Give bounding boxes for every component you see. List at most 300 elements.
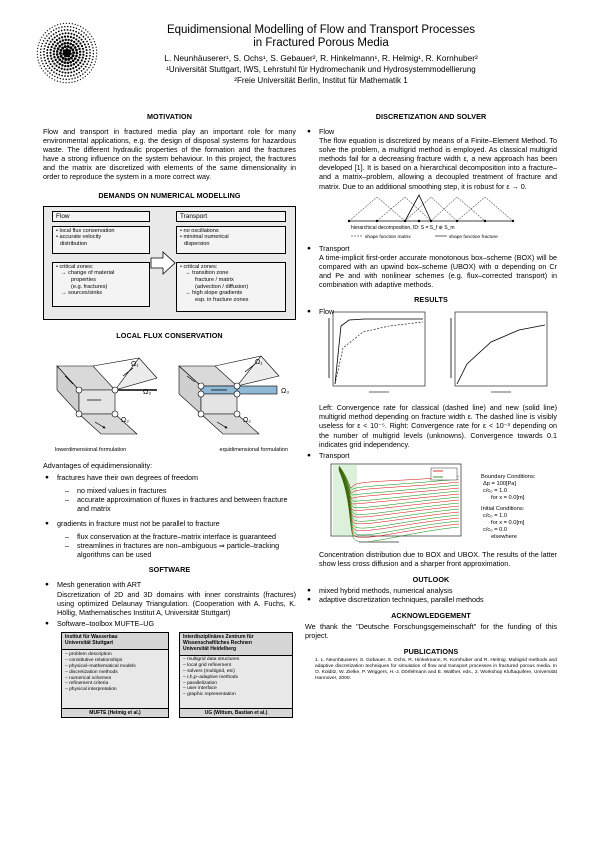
- advantage-2-sublist: [65, 532, 296, 559]
- ug-items: [180, 656, 292, 699]
- logo-dot: [78, 32, 80, 34]
- logo-dot: [96, 50, 97, 51]
- flow-req-2: • accurate velocity: [56, 234, 102, 241]
- acknowledgement-text: We thank the "Deutsche Forschungsgemeinschaft" for the funding of this project.: [305, 622, 557, 641]
- logo-dot: [44, 45, 46, 47]
- discretization-flow-title: ● Flow: [319, 127, 335, 136]
- discretization-transport-list: [305, 244, 557, 289]
- logo-dot: [55, 45, 57, 47]
- mufte-item-4: – discretization methods: [65, 669, 118, 675]
- logo-center-dot: [65, 51, 69, 55]
- logo-dot: [76, 73, 78, 75]
- logo-dot: [52, 43, 54, 45]
- logo-dot: [75, 55, 78, 58]
- logo-dot: [62, 71, 64, 73]
- mufte-box-header: [62, 633, 168, 650]
- logo-dot: [57, 77, 58, 78]
- flow-requirements: [52, 226, 150, 254]
- logo-dot: [83, 32, 84, 33]
- logo-dot: [73, 63, 75, 65]
- logo-dot: [56, 61, 58, 63]
- advantage-1-sublist: [65, 486, 296, 513]
- logo-dot: [89, 52, 91, 54]
- logo-dot: [49, 76, 50, 77]
- logo-dot: [38, 45, 39, 46]
- matrix-shape-function: [431, 197, 485, 221]
- logo-dot: [52, 74, 53, 75]
- logo-dot: [55, 65, 57, 67]
- logo-dot: [96, 47, 97, 48]
- logo-dot: [87, 36, 88, 37]
- logo-dot: [55, 32, 57, 34]
- mufte-ug-diagram: [61, 632, 293, 718]
- results-flow-text: Left: Convergence rate for classical (dashed line) and new (solid line) multigrid method depending on fracture width ε. The dashed line is visibly useless for ε < 10⁻⁵. Right: Convergence rate for ε < 10⁻³ depending on the number of multigrid levels (unknowns). Convergence towards 0.1 indicates grid independency.: [319, 403, 557, 449]
- advantages-list: [43, 473, 296, 560]
- logo-dot: [59, 52, 62, 55]
- logo-dot: [44, 57, 46, 59]
- logo-dot: [40, 57, 41, 58]
- logo-dot: [90, 42, 91, 43]
- logo-dot: [74, 57, 77, 60]
- logo-dot: [79, 50, 81, 52]
- omega1-label-right: Ω₁: [255, 358, 263, 366]
- logo-dot: [75, 38, 77, 40]
- logo-dot: [53, 56, 55, 58]
- logo-dot: [45, 32, 46, 33]
- logo-dot: [72, 54, 75, 57]
- logo-dot: [85, 58, 87, 60]
- logo-dot: [73, 74, 75, 76]
- publication-ref-1: 1. L. Neunhäuserer, S. Gebauer, S. Ochs, R. Hinkelmann, R. Kornhuber and R. Helmig. Multigrid methods and adaptive discretization techniques for simulation of flow and transport processes in fractured porous media. In O. Kolditz, W. Zielke, P. Wriggers, H.-J. Dörfelmann and E. Walther, eds., 2. Workshop Kluftaquifere, Universität Hannover, 2000.: [315, 658, 557, 682]
- logo-dot: [77, 80, 78, 81]
- logo-dot: [87, 31, 88, 32]
- logo-dot: [92, 59, 93, 60]
- flow-zone-2: properties: [71, 276, 96, 283]
- logo-dot: [82, 54, 84, 56]
- logo-dot: [86, 49, 88, 51]
- logo-dot: [63, 61, 66, 64]
- logo-dot: [71, 82, 72, 83]
- logo-dot: [64, 29, 66, 31]
- decomposition-label: hierarchical decomposition, ID: S = S_f ⊕ S_m: [351, 224, 455, 231]
- logo-dot: [77, 59, 79, 61]
- logo-dot: [43, 40, 44, 41]
- results-transport-text: Concentration distribution due to BOX and UBOX. The results of the latter show less cross diffusion and a sharper front approximation.: [319, 549, 557, 568]
- logo-dot: [61, 36, 63, 38]
- logo-dot: [44, 38, 45, 39]
- logo-dot: [51, 65, 53, 67]
- advantage-item: [57, 519, 296, 559]
- logo-dot: [61, 30, 63, 32]
- logo-dot: [67, 39, 69, 41]
- logo-dot: [37, 51, 38, 52]
- poster-title-line2: in Fractured Porous Media: [253, 37, 389, 49]
- logo-dot: [85, 66, 87, 68]
- logo-dot: [72, 30, 74, 32]
- logo-dot: [47, 75, 48, 76]
- logo-dot: [94, 41, 95, 42]
- logo-dot: [61, 26, 62, 27]
- logo-dot: [78, 68, 80, 70]
- logo-dot: [56, 53, 59, 56]
- logo-dot: [47, 46, 49, 48]
- logo-dot: [76, 69, 78, 71]
- logo-dot: [85, 34, 86, 35]
- ug-item-7: – graphic representation: [183, 692, 236, 698]
- logo-dot: [93, 38, 94, 39]
- logo-dot: [70, 36, 72, 38]
- logo-dot: [57, 24, 58, 25]
- transport-demands-box: [176, 211, 286, 313]
- convergence-plots: [305, 308, 557, 398]
- legend-shape-matrix: shape function matrix: [365, 234, 411, 239]
- advantage-1-sub-1: – no mixed values in fractures: [65, 486, 296, 495]
- mufte-box-footer: MUFTE (Helmig et al.): [62, 708, 168, 717]
- logo-dot: [62, 52, 65, 55]
- logo-dot: [47, 30, 48, 31]
- logo-dot: [60, 81, 61, 82]
- logo-dot: [50, 55, 52, 57]
- logo-dot: [41, 46, 42, 47]
- logo-dot: [39, 42, 40, 43]
- logo-dot: [59, 41, 61, 43]
- transport-zone-5: esp. in fracture zones: [195, 297, 249, 304]
- discretization-flow-item: [319, 127, 557, 191]
- logo-dot: [95, 61, 96, 62]
- logo-dot: [75, 24, 76, 25]
- logo-dot: [47, 65, 49, 67]
- logo-dot: [61, 60, 64, 63]
- equidimensional-diagram: [179, 356, 289, 434]
- logo-dot: [47, 40, 49, 42]
- software-item: [57, 580, 296, 616]
- logo-dot: [51, 69, 53, 71]
- ug-item-4: – r,h,p–adaptive methods: [183, 674, 238, 680]
- logo-dot: [44, 66, 45, 67]
- caption-lowerdimensional: lowerdimensional formulation: [55, 446, 127, 453]
- logo-dot: [69, 42, 72, 45]
- ug-box-title3: Universität Heidelberg: [183, 645, 237, 652]
- outlook-item-1: ● mixed hybrid methods, numerical analysis: [319, 586, 557, 595]
- lowerdimensional-diagram: [57, 358, 157, 434]
- logo-dot: [92, 47, 93, 48]
- logo-dot: [81, 39, 83, 41]
- logo-dot: [93, 50, 94, 51]
- logo-dot: [67, 72, 69, 74]
- logo-dot: [56, 69, 58, 71]
- logo-dot: [59, 63, 61, 65]
- logo-dot: [64, 39, 66, 41]
- logo-dot: [45, 72, 46, 73]
- logo-dot: [88, 61, 90, 63]
- logo-dot: [61, 43, 64, 46]
- logo-dot: [69, 68, 71, 70]
- logo-dot: [58, 27, 59, 28]
- logo-dot: [66, 42, 69, 45]
- ug-item-6: – user interface: [183, 686, 217, 692]
- logo-dot: [59, 49, 62, 52]
- logo-dot: [64, 45, 67, 48]
- logo-dot: [76, 35, 78, 37]
- right-column: [305, 112, 557, 682]
- logo-dot: [82, 77, 83, 78]
- logo-dot: [50, 58, 52, 60]
- transport-zone-1: → transition zone: [185, 270, 229, 277]
- logo-dot: [70, 26, 71, 27]
- logo-dot: [68, 82, 69, 83]
- logo-dot: [54, 41, 56, 43]
- logo-dot: [89, 72, 90, 73]
- logo-dot: [73, 41, 75, 43]
- logo-dot: [46, 35, 47, 36]
- logo-dot: [67, 58, 70, 61]
- logo-dot: [41, 60, 42, 61]
- logo-dot: [52, 60, 54, 62]
- logo-dot: [60, 23, 61, 24]
- demands-heading: DEMANDS ON NUMERICAL MODELLING: [98, 190, 241, 200]
- logo-dot: [57, 80, 58, 81]
- logo-dot: [53, 33, 55, 35]
- matrix-shape-function: [405, 197, 457, 221]
- logo-dot: [58, 74, 60, 76]
- poster-header: [105, 24, 537, 86]
- logo-dot: [40, 54, 41, 55]
- logo-dot: [50, 49, 52, 51]
- author-list: L. Neunhäuserer¹, S. Ochs¹, S. Gebauer², R. Hinkelmann¹, R. Helmig¹, R. Kornhuber²: [164, 53, 478, 63]
- logo-dot: [43, 54, 45, 56]
- logo-dot: [82, 73, 83, 74]
- logo-dot: [72, 59, 75, 62]
- logo-dot: [93, 53, 94, 54]
- logo-dot: [54, 79, 55, 80]
- software-1-text: Discretization of 2D and 3D domains with inner constraints (fractures) using optimized Delaunay Triangulation. (Cooperation with A. Fuchs, K. Höllig, Mathematisches Institut A, Universität Stuttgart): [57, 589, 296, 617]
- logo-dot: [69, 23, 70, 24]
- results-flow-item: [319, 307, 557, 316]
- logo-dot: [85, 76, 86, 77]
- logo-dot: [66, 68, 68, 70]
- logo-dot: [91, 36, 92, 37]
- logo-dot: [81, 45, 83, 47]
- logo-dot: [56, 39, 58, 41]
- logo-dot: [58, 66, 60, 68]
- logo-dot: [46, 52, 48, 54]
- logo-dot: [71, 48, 74, 51]
- logo-dot: [56, 28, 57, 29]
- logo-dot: [44, 60, 46, 62]
- logo-dot: [75, 31, 77, 33]
- ic-line-1: c/c₀ = 1.0: [483, 512, 508, 519]
- university-logo-icon: [36, 22, 98, 84]
- logo-dot: [55, 59, 57, 61]
- mufte-item-7: – physical interpretation: [65, 687, 117, 693]
- logo-dot: [73, 70, 75, 72]
- matrix-shape-function: [349, 197, 405, 221]
- grid-node: [418, 219, 420, 221]
- logo-dot: [48, 33, 49, 34]
- logo-dot: [75, 66, 77, 68]
- logo-dot: [60, 78, 61, 79]
- mufte-item-5: – numerical schemes: [65, 675, 112, 681]
- logo-dot: [63, 23, 64, 24]
- logo-dot: [50, 31, 51, 32]
- logo-dot: [75, 61, 77, 63]
- logo-dot: [91, 69, 92, 70]
- logo-dot: [62, 33, 64, 35]
- flow-critical-label: • critical zones:: [56, 263, 94, 270]
- results-flow-title: ● Flow: [319, 307, 335, 317]
- advantage-item: [57, 473, 296, 513]
- logo-dot: [76, 52, 79, 55]
- logo-dot: [66, 62, 69, 65]
- results-flow-list: [305, 307, 557, 316]
- omega1-label-left: Ω₁: [131, 360, 139, 368]
- logo-dot: [48, 43, 50, 45]
- logo-dot: [64, 72, 66, 74]
- logo-dot: [72, 23, 73, 24]
- mufte-items: [62, 650, 168, 695]
- logo-dot: [91, 44, 92, 45]
- motivation-heading: MOTIVATION: [146, 112, 193, 121]
- logo-dot: [57, 47, 60, 50]
- transport-zone-2: fracture / matrix: [195, 276, 234, 283]
- transport-zone-3: (advection / diffusion): [195, 283, 249, 290]
- logo-dot: [53, 53, 55, 55]
- logo-dot: [79, 53, 81, 55]
- logo-dot: [49, 67, 51, 69]
- logo-dot: [89, 58, 91, 60]
- logo-dot: [64, 26, 65, 27]
- logo-dot: [47, 70, 48, 71]
- logo-dot: [56, 50, 59, 53]
- logo-dot: [53, 30, 54, 31]
- logo-dot: [90, 64, 91, 65]
- logo-dot: [86, 63, 88, 65]
- logo-dot: [53, 71, 55, 73]
- logo-dot: [61, 64, 63, 66]
- logo-dot: [92, 67, 93, 68]
- logo-dot: [78, 72, 80, 74]
- discretization-transport-item: [319, 244, 557, 289]
- discretization-list: [305, 127, 557, 191]
- matrix-shape-function: [377, 197, 431, 221]
- logo-dot: [52, 39, 54, 41]
- logo-dot: [82, 48, 84, 50]
- logo-dot: [82, 63, 84, 65]
- software-list: [43, 580, 296, 627]
- ug-box-title2: Wissenschaftliches Rechnen: [183, 639, 252, 646]
- flow-label: Flow: [52, 211, 150, 222]
- logo-dot: [81, 59, 83, 61]
- advantage-2-text: gradients in fracture must not be parallel to fracture: [57, 519, 220, 529]
- publications-heading: PUBLICATIONS: [403, 647, 459, 657]
- logo-dot: [74, 46, 77, 49]
- logo-dot: [66, 23, 67, 24]
- logo-dot: [42, 63, 43, 64]
- logo-dot: [89, 49, 91, 51]
- logo-dot: [59, 70, 61, 72]
- logo-dot: [37, 57, 38, 58]
- logo-dot: [54, 76, 55, 77]
- logo-dot: [49, 52, 51, 54]
- transport-req-1: • no oscillations: [180, 227, 219, 234]
- poster-title-line1: Equidimensional Modelling of Flow and Transport Processes: [166, 24, 476, 36]
- logo-dot: [64, 36, 66, 38]
- logo-dot: [84, 71, 85, 72]
- logo-dot: [65, 32, 67, 34]
- logo-dot: [64, 65, 66, 67]
- logo-dot: [85, 29, 86, 30]
- logo-dot: [87, 74, 88, 75]
- logo-dot: [67, 35, 69, 37]
- omega3-label-right: Ω₃: [281, 387, 290, 395]
- results-transport-list: [305, 451, 557, 460]
- logo-dot: [79, 62, 81, 64]
- logo-dot: [96, 53, 97, 54]
- logo-dot: [60, 55, 63, 58]
- flow-zone-3: (e.g. fractures): [71, 283, 108, 290]
- logo-dot: [70, 64, 72, 66]
- ic-line-3: c/c₀ = 0.0: [483, 526, 508, 533]
- logo-dot: [73, 34, 75, 36]
- logo-dot: [47, 58, 49, 60]
- logo-dot: [70, 29, 72, 31]
- logo-dot: [89, 39, 90, 40]
- logo-dot: [74, 81, 75, 82]
- logo-dot: [57, 42, 59, 44]
- convergence-plot-left: [329, 312, 425, 392]
- logo-dot: [80, 75, 81, 76]
- logo-dot: [68, 79, 69, 80]
- logo-dot: [77, 40, 79, 42]
- logo-dot: [71, 78, 72, 79]
- logo-dot: [70, 75, 72, 77]
- logo-dot: [63, 68, 65, 70]
- logo-dot: [49, 28, 50, 29]
- convergence-plot-right: [451, 312, 547, 392]
- transport-req-3: dispersion: [184, 240, 210, 247]
- left-column: [43, 112, 296, 718]
- logo-dot: [56, 35, 58, 37]
- logo-dot: [43, 34, 44, 35]
- logo-dot: [80, 66, 82, 68]
- logo-dot: [58, 58, 61, 61]
- logo-dot: [95, 44, 96, 45]
- logo-dot: [85, 38, 87, 40]
- logo-dot: [53, 63, 55, 65]
- logo-dot: [70, 39, 72, 41]
- bc-line-1: Δp = 100[Pa]: [483, 480, 517, 487]
- advantage-1-text: fractures have their own degrees of freedom: [57, 472, 199, 482]
- logo-dot: [58, 45, 61, 48]
- demands-diagram: [43, 206, 296, 320]
- transport-zone-4: → high slope gradients: [185, 290, 243, 297]
- flow-critical-zones: [52, 262, 150, 307]
- ug-box-footer: UG (Wittum, Bastian et al.): [180, 708, 292, 717]
- ug-item-2: – local grid refinement: [183, 662, 232, 668]
- flow-req-1: • local flux conservation: [56, 227, 115, 234]
- mufte-item-1: – problem description: [65, 651, 112, 657]
- affiliation-2: ²Freie Universität Berlin, Institut für Mathematik 1: [234, 76, 408, 85]
- logo-dot: [70, 71, 72, 73]
- logo-dot: [64, 58, 67, 61]
- logo-dot: [48, 61, 50, 63]
- bc-heading: Boundary Conditions:: [481, 473, 536, 480]
- motivation-text: Flow and transport in fractured media play an important role for many environmental applications, e.g. the design of disposal systems for hazardous waste. The different hydraulic properties of the formation and the fractures have a strong influence on the system behaviour. In this project, the fractures and the matrix are discretized with elements of the same dimensionality in order to reproduce the system in a more correct way.: [43, 127, 296, 182]
- logo-dot: [54, 67, 56, 69]
- logo-dot: [37, 48, 38, 49]
- logo-dot: [75, 49, 78, 52]
- mufte-item-2: – constitutive relationships: [65, 657, 123, 663]
